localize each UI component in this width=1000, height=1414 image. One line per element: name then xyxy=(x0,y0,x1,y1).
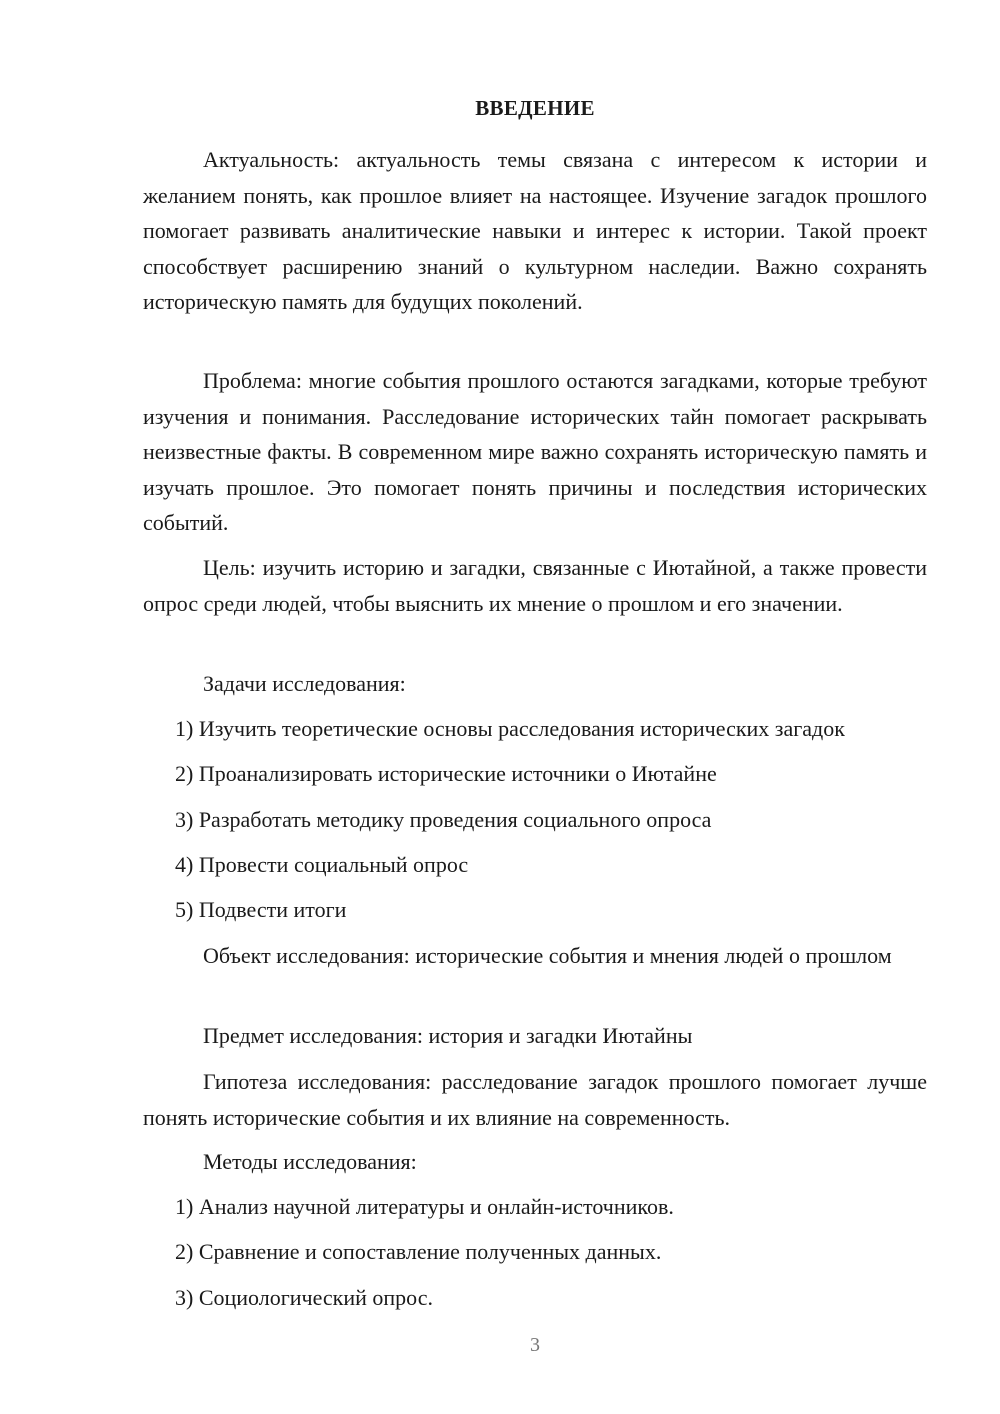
document-page xyxy=(143,0,927,1414)
task-item-3: 3) Разработать методику проведения социального опроса xyxy=(175,807,712,832)
hypothesis-paragraph: Гипотеза исследования: расследование загадок прошлого помогает лучше понять исторические события и их влияние на современность. xyxy=(143,1069,927,1130)
object-paragraph: Объект исследования: исторические события и мнения людей о прошлом xyxy=(203,943,892,968)
subject-line: Предмет исследования: история и загадки Иютайны xyxy=(203,1023,693,1048)
method-item-3: 3) Социологический опрос. xyxy=(175,1285,433,1310)
relevance-paragraph: Актуальность: актуальность темы связана с интересом к истории и желанием понять, как прошлое влияет на настоящее. Изучение загадок прошлого помогает развивать аналитические навыки и интерес к истории. Такой проект способствует расширению знаний о культурном наследии. Важно сохранять историческую память для будущих поколений. xyxy=(143,147,927,314)
method-item-2: 2) Сравнение и сопоставление полученных данных. xyxy=(175,1239,662,1264)
methods-heading: Методы исследования: xyxy=(203,1149,417,1174)
section-title: ВВЕДЕНИЕ xyxy=(475,96,595,120)
task-item-2: 2) Проанализировать исторические источники о Иютайне xyxy=(175,761,717,786)
task-item-5: 5) Подвести итоги xyxy=(175,897,347,922)
tasks-heading: Задачи исследования: xyxy=(203,671,406,696)
page-number: 3 xyxy=(530,1334,540,1356)
task-item-1: 1) Изучить теоретические основы расследования исторических загадок xyxy=(175,716,845,741)
problem-paragraph: Проблема: многие события прошлого остаются загадками, которые требуют изучения и понимания. Расследование исторических тайн помогает раскрывать неизвестные факты. В современном мире важно сохранять историческую память и изучать прошлое. Это помогает понять причины и последствия исторических событий. xyxy=(143,368,927,535)
task-item-4: 4) Провести социальный опрос xyxy=(175,852,469,877)
goal-paragraph: Цель: изучить историю и загадки, связанные с Иютайной, а также провести опрос среди людей, чтобы выяснить их мнение о прошлом и его значении. xyxy=(143,555,927,616)
method-item-1: 1) Анализ научной литературы и онлайн-источников. xyxy=(175,1194,674,1219)
